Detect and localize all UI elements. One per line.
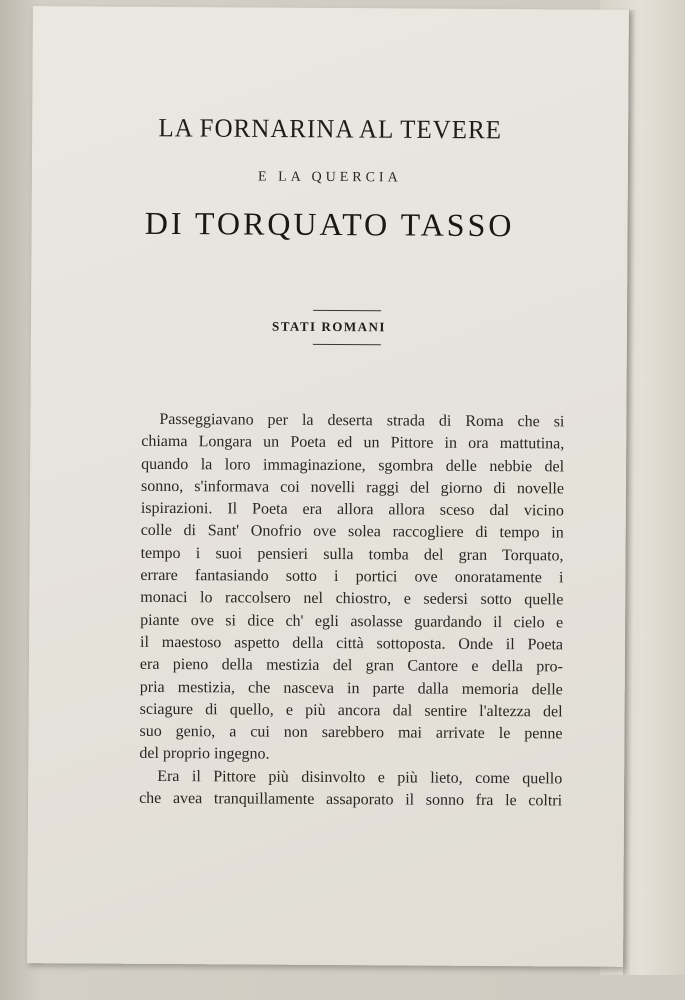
- book-page: [27, 6, 629, 967]
- body-line: ispirazioni. Il Poeta era allora allora sceso dal vicino: [140, 500, 564, 520]
- body-line: Era il Pittore più disinvolto e più lieto, come quello: [157, 767, 563, 788]
- body-line: sonno, s'informava coi novelli raggi del giorno di novelle: [140, 477, 565, 498]
- body-line: monaci lo raccolsero nel chiostro, e sedersi sotto quelle: [140, 589, 564, 609]
- title-line-2: E LA QUERCIA: [258, 169, 402, 186]
- heading-rule-bottom: [313, 344, 381, 345]
- body-line: Passeggiavano per la deserta strada di Roma che si: [159, 410, 565, 431]
- body-line: sciagure di quello, e più ancora dal sentire l'altezza del: [139, 700, 563, 721]
- body-line: piante ove si dice ch' egli asolasse guardando il cielo e: [140, 611, 564, 632]
- title-line-3: DI TORQUATO TASSO: [144, 204, 515, 244]
- body-line: che avea tranquillamente assaporato il sonno fra le coltri: [139, 789, 563, 810]
- body-line: il maestoso aspetto della città sottoposta. Onde il Poeta: [140, 633, 564, 654]
- body-line: pria mestizia, che nasceva in parte dalla memoria delle: [139, 678, 563, 698]
- section-heading: STATI ROMANI: [271, 318, 387, 335]
- body-line: era pieno della mestizia del gran Cantore e della pro-: [139, 656, 563, 676]
- body-line: colle di Sant' Onofrio ove solea raccogliere di tempo in: [140, 522, 564, 542]
- body-line: errare fantasiando sotto i portici ove onoratamente i: [140, 566, 564, 587]
- body-line: del proprio ingegno.: [139, 745, 270, 764]
- title-line-1: LA FORNARINA AL TEVERE: [158, 114, 503, 145]
- body-line: chiama Longara un Poeta ed un Pittore in ora mattutina,: [141, 433, 565, 453]
- body-line: tempo i suoi pensieri sulla tomba del gran Torquato,: [140, 544, 564, 565]
- body-line: suo genio, a cui non sarebbero mai arrivate le penne: [139, 722, 563, 743]
- body-text: [139, 409, 564, 813]
- heading-rule-top: [313, 310, 381, 311]
- body-line: quando la loro immaginazione, sgombra delle nebbie del: [141, 455, 565, 476]
